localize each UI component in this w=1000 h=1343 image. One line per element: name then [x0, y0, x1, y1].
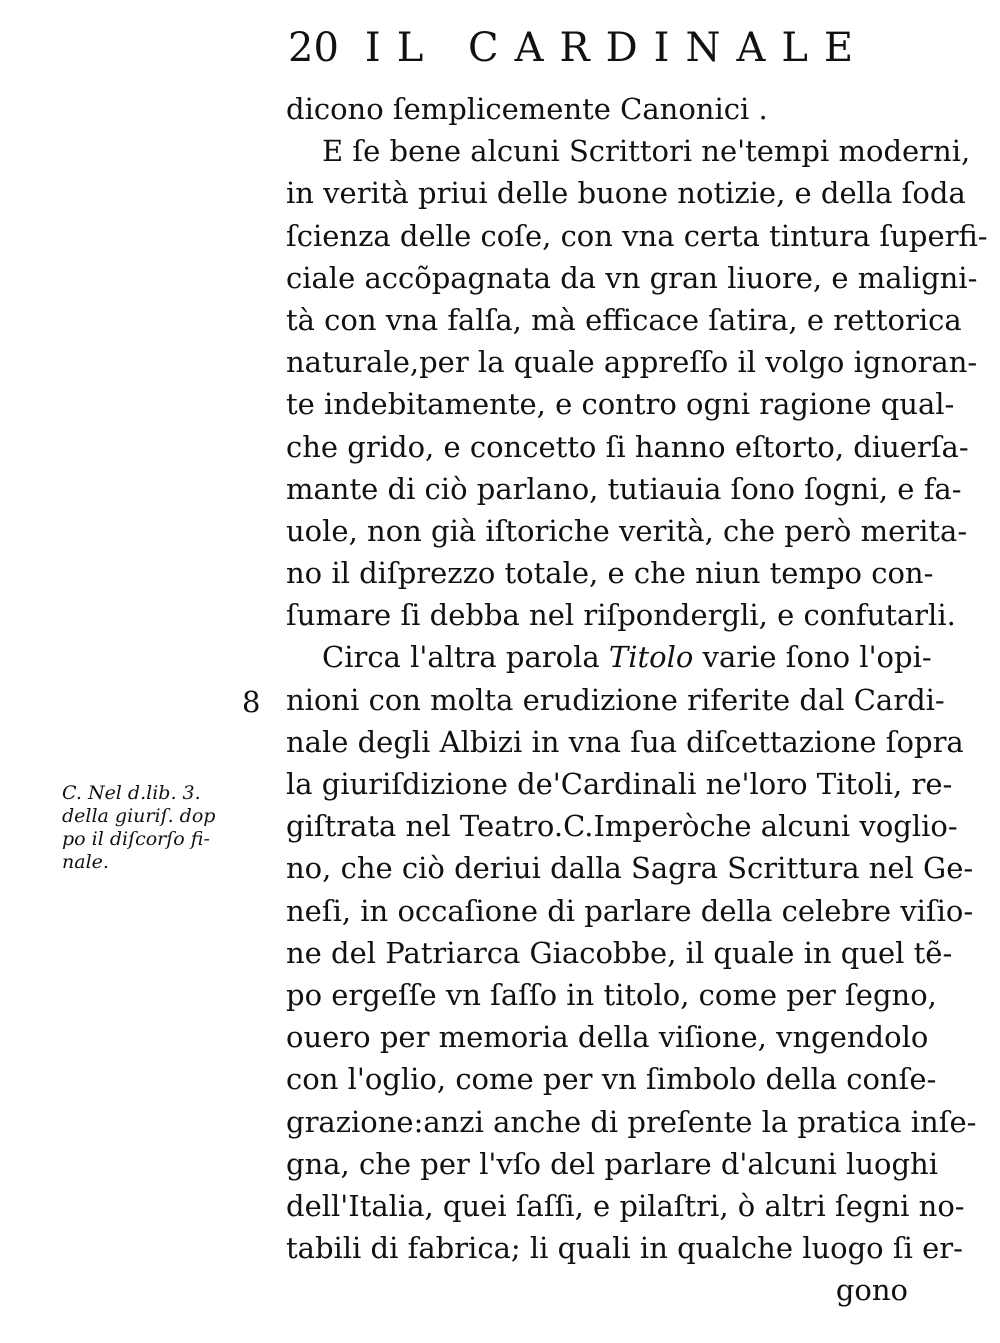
text-line: dicono ſemplicemente Canonici .: [286, 92, 768, 126]
text-line: ouero per memoria della viſione, vngendolo: [286, 1020, 929, 1055]
italic-word: Titolo: [608, 640, 694, 675]
text-line: con l'oglio, come per vn ſimbolo della conſe-: [286, 1062, 937, 1097]
text-line: no, che ciò deriui dalla Sagra Scrittura nel Ge-: [286, 851, 974, 886]
text-line: che grido, e concetto ſi hanno eſtorto, diuerſa-: [286, 429, 969, 464]
marginal-note: [62, 782, 240, 874]
text-line: ciale accõpagnata da vn gran liuore, e maligni-: [286, 260, 978, 295]
catchword: gono: [835, 1273, 908, 1308]
text-segment: varie ſono l'opi-: [693, 640, 932, 675]
text-line: uole, non già iſtoriche verità, che però merita-: [286, 513, 968, 548]
text-line: E ſe bene alcuni Scrittori ne'tempi moderni,: [322, 134, 971, 169]
text-line: po ergeſſe vn ſaſſo in titolo, come per ſegno,: [286, 977, 937, 1012]
text-line: la giuriſdizione de'Cardinali ne'loro Titoli, re-: [286, 767, 953, 801]
text-line: grazione:anzi anche di preſente la pratica inſe-: [286, 1104, 977, 1139]
body-text: [286, 88, 988, 1311]
text-line: nale degli Albizi in vna ſua diſcettazione ſopra: [286, 724, 964, 759]
text-line: gna, che per l'vſo del parlare d'alcuni luoghi: [286, 1146, 938, 1181]
marginal-note-line: della giuriſ. dop: [62, 805, 216, 827]
running-header: [288, 22, 908, 74]
text-line: nioni con molta erudizione riferite dal Cardi-: [286, 682, 945, 717]
running-title: IL CARDINALE: [364, 25, 870, 71]
text-line: giſtrata nel Teatro.C.Imperòche alcuni voglio-: [286, 809, 958, 844]
text-line: ne del Patriarca Giacobbe, il quale in quel tẽ-: [286, 935, 953, 970]
text-line: ſumare ſi debba nel riſpondergli, e confutarli.: [286, 598, 956, 633]
marginal-note-line: C. Nel d.lib. 3.: [62, 782, 201, 804]
margin-number: 8: [242, 685, 261, 719]
text-line: no il diſprezzo totale, e che niun tempo con-: [286, 556, 934, 591]
marginal-note-line: po il diſcorſo fi-: [62, 828, 210, 850]
text-line: in verità priui delle buone notizie, e della ſoda: [286, 176, 966, 211]
text-line: ſcienza delle coſe, con vna certa tintura ſuperfi-: [286, 218, 988, 253]
text-line: [286, 636, 932, 678]
text-line: tabili di fabrica; li quali in qualche luogo ſi er-: [286, 1231, 963, 1266]
text-line: te indebitamente, e contro ogni ragione qual-: [286, 387, 955, 422]
marginal-note-line: nale.: [62, 851, 109, 873]
text-segment: Circa l'altra parola: [322, 640, 609, 675]
page-number: 20: [288, 25, 339, 71]
text-line: dell'Italia, quei ſaſſi, e pilaſtri, ò altri ſegni no-: [286, 1188, 965, 1223]
text-line: naturale,per la quale appreſſo il volgo ignoran-: [286, 345, 978, 380]
text-line: tà con vna falſa, mà efficace ſatira, e rettorica: [286, 302, 962, 337]
text-line: mante di ciò parlano, tutiauia ſono ſogni, e fa-: [286, 471, 962, 506]
text-line: neſi, in occaſione di parlare della celebre viſio-: [286, 893, 974, 928]
